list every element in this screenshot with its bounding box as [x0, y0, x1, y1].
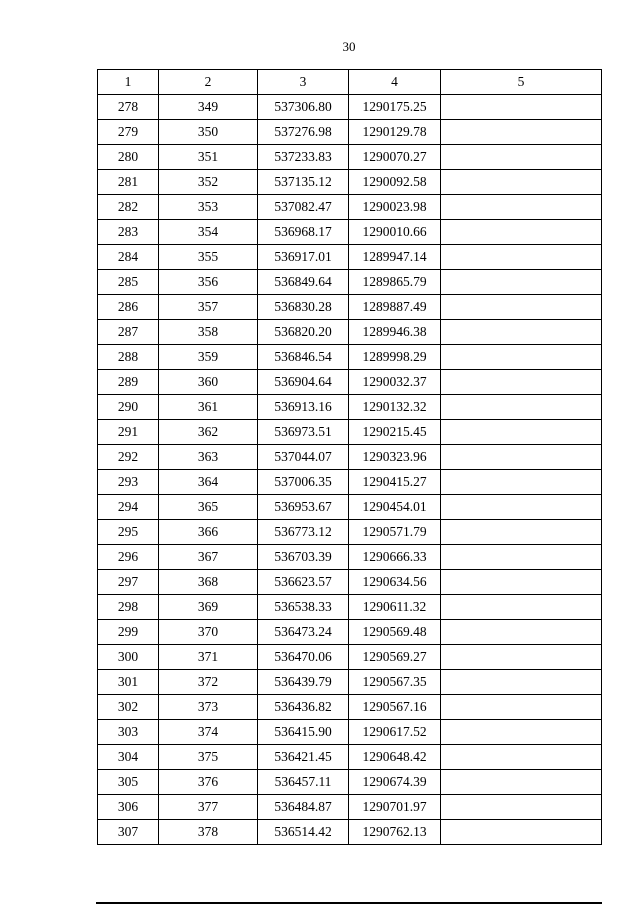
table-row	[98, 745, 602, 770]
table-cell-col-3: 537006.35	[258, 470, 349, 495]
table-cell-col-1: 295	[98, 520, 159, 545]
table-cell-col-2: 367	[159, 545, 258, 570]
table-cell-col-1: 282	[98, 195, 159, 220]
table-cell-col-1: 289	[98, 370, 159, 395]
table-cell-col-3: 536457.11	[258, 770, 349, 795]
table-cell-col-4: 1290454.01	[349, 495, 441, 520]
table-cell-col-1: 298	[98, 595, 159, 620]
table-cell-col-1: 293	[98, 470, 159, 495]
table-row	[98, 720, 602, 745]
table-cell-col-4: 1290070.27	[349, 145, 441, 170]
table-cell-col-3: 536623.57	[258, 570, 349, 595]
table-cell-col-4: 1289887.49	[349, 295, 441, 320]
table-row	[98, 295, 602, 320]
table-row	[98, 495, 602, 520]
table-cell-col-2: 375	[159, 745, 258, 770]
table-cell-col-4: 1290567.35	[349, 670, 441, 695]
table-cell-col-2: 359	[159, 345, 258, 370]
header-col-5: 5	[441, 70, 602, 95]
table-cell-col-5	[441, 670, 602, 695]
table-cell-col-4: 1290567.16	[349, 695, 441, 720]
table-cell-col-3: 536917.01	[258, 245, 349, 270]
table-cell-col-5	[441, 795, 602, 820]
header-row	[98, 70, 602, 95]
table-cell-col-1: 297	[98, 570, 159, 595]
table-row	[98, 470, 602, 495]
table-cell-col-1: 279	[98, 120, 159, 145]
table-cell-col-5	[441, 145, 602, 170]
table-cell-col-5	[441, 270, 602, 295]
table-cell-col-1: 287	[98, 320, 159, 345]
table-row	[98, 245, 602, 270]
table-cell-col-4: 1289947.14	[349, 245, 441, 270]
table-cell-col-4: 1290215.45	[349, 420, 441, 445]
table-cell-col-4: 1290569.27	[349, 645, 441, 670]
table-cell-col-1: 306	[98, 795, 159, 820]
table-cell-col-2: 354	[159, 220, 258, 245]
table-cell-col-3: 537135.12	[258, 170, 349, 195]
header-col-2: 2	[159, 70, 258, 95]
table-cell-col-5	[441, 195, 602, 220]
table-cell-col-1: 284	[98, 245, 159, 270]
table-cell-col-4: 1290010.66	[349, 220, 441, 245]
table-row	[98, 645, 602, 670]
table-cell-col-3: 537044.07	[258, 445, 349, 470]
table-cell-col-5	[441, 720, 602, 745]
table-cell-col-5	[441, 295, 602, 320]
table-cell-col-4: 1290023.98	[349, 195, 441, 220]
table-cell-col-1: 301	[98, 670, 159, 695]
table-cell-col-1: 285	[98, 270, 159, 295]
table-cell-col-4: 1290762.13	[349, 820, 441, 845]
table-cell-col-5	[441, 370, 602, 395]
table-cell-col-1: 291	[98, 420, 159, 445]
table-cell-col-4: 1289865.79	[349, 270, 441, 295]
table-cell-col-5	[441, 120, 602, 145]
table-header	[98, 70, 602, 95]
table-cell-col-3: 536913.16	[258, 395, 349, 420]
table-cell-col-2: 365	[159, 495, 258, 520]
table-cell-col-3: 537082.47	[258, 195, 349, 220]
table-row	[98, 570, 602, 595]
table-row	[98, 520, 602, 545]
table-cell-col-5	[441, 320, 602, 345]
table-cell-col-3: 536470.06	[258, 645, 349, 670]
table-cell-col-5	[441, 695, 602, 720]
table-body	[98, 95, 602, 845]
table-row	[98, 595, 602, 620]
table-cell-col-3: 536436.82	[258, 695, 349, 720]
table-cell-col-2: 360	[159, 370, 258, 395]
table-row	[98, 220, 602, 245]
table-cell-col-5	[441, 495, 602, 520]
table-row	[98, 270, 602, 295]
table-cell-col-2: 352	[159, 170, 258, 195]
table-cell-col-1: 292	[98, 445, 159, 470]
table-cell-col-3: 537276.98	[258, 120, 349, 145]
table-cell-col-3: 537306.80	[258, 95, 349, 120]
table-cell-col-1: 278	[98, 95, 159, 120]
table-cell-col-1: 283	[98, 220, 159, 245]
table-cell-col-5	[441, 245, 602, 270]
table-cell-col-3: 536473.24	[258, 620, 349, 645]
table-cell-col-2: 363	[159, 445, 258, 470]
footer-divider	[96, 902, 602, 904]
table-cell-col-2: 378	[159, 820, 258, 845]
table-cell-col-1: 288	[98, 345, 159, 370]
table-cell-col-1: 300	[98, 645, 159, 670]
table-cell-col-4: 1290129.78	[349, 120, 441, 145]
table-cell-col-4: 1290666.33	[349, 545, 441, 570]
table-cell-col-3: 536439.79	[258, 670, 349, 695]
table-cell-col-4: 1290175.25	[349, 95, 441, 120]
table-row	[98, 370, 602, 395]
table-row	[98, 345, 602, 370]
coordinates-table	[97, 69, 602, 845]
table-cell-col-2: 350	[159, 120, 258, 145]
table-row	[98, 120, 602, 145]
table-cell-col-4: 1290323.96	[349, 445, 441, 470]
table-cell-col-5	[441, 420, 602, 445]
table-cell-col-5	[441, 820, 602, 845]
table-row	[98, 545, 602, 570]
table-cell-col-2: 377	[159, 795, 258, 820]
table-cell-col-2: 366	[159, 520, 258, 545]
table-cell-col-2: 376	[159, 770, 258, 795]
table-cell-col-3: 536849.64	[258, 270, 349, 295]
table-row	[98, 820, 602, 845]
table-cell-col-3: 536415.90	[258, 720, 349, 745]
table-cell-col-5	[441, 595, 602, 620]
header-col-4: 4	[349, 70, 441, 95]
table-cell-col-2: 373	[159, 695, 258, 720]
table-cell-col-4: 1290092.58	[349, 170, 441, 195]
table-cell-col-2: 369	[159, 595, 258, 620]
table-cell-col-4: 1290569.48	[349, 620, 441, 645]
table-cell-col-4: 1290634.56	[349, 570, 441, 595]
table-cell-col-5	[441, 520, 602, 545]
table-cell-col-4: 1290032.37	[349, 370, 441, 395]
table-cell-col-3: 536973.51	[258, 420, 349, 445]
table-cell-col-1: 307	[98, 820, 159, 845]
table-cell-col-3: 536514.42	[258, 820, 349, 845]
table-row	[98, 195, 602, 220]
table-cell-col-3: 536830.28	[258, 295, 349, 320]
table-cell-col-3: 536968.17	[258, 220, 349, 245]
table-cell-col-3: 536953.67	[258, 495, 349, 520]
table-cell-col-2: 355	[159, 245, 258, 270]
table-cell-col-4: 1290132.32	[349, 395, 441, 420]
table-cell-col-2: 349	[159, 95, 258, 120]
table-cell-col-4: 1290611.32	[349, 595, 441, 620]
table-cell-col-5	[441, 345, 602, 370]
table-cell-col-5	[441, 570, 602, 595]
table-cell-col-4: 1290701.97	[349, 795, 441, 820]
table-cell-col-5	[441, 95, 602, 120]
table-cell-col-1: 286	[98, 295, 159, 320]
table-cell-col-5	[441, 170, 602, 195]
table-row	[98, 395, 602, 420]
table-cell-col-1: 290	[98, 395, 159, 420]
table-cell-col-1: 302	[98, 695, 159, 720]
table-cell-col-2: 353	[159, 195, 258, 220]
table-cell-col-5	[441, 620, 602, 645]
table-cell-col-1: 303	[98, 720, 159, 745]
table-cell-col-5	[441, 445, 602, 470]
table-cell-col-5	[441, 645, 602, 670]
table-cell-col-3: 536421.45	[258, 745, 349, 770]
table-cell-col-2: 370	[159, 620, 258, 645]
table-cell-col-3: 536484.87	[258, 795, 349, 820]
table-row	[98, 170, 602, 195]
table-cell-col-4: 1290674.39	[349, 770, 441, 795]
table-row	[98, 695, 602, 720]
header-col-1: 1	[98, 70, 159, 95]
table-cell-col-2: 364	[159, 470, 258, 495]
table-cell-col-1: 299	[98, 620, 159, 645]
table-cell-col-5	[441, 220, 602, 245]
table-cell-col-1: 281	[98, 170, 159, 195]
table-cell-col-3: 536538.33	[258, 595, 349, 620]
table-cell-col-2: 371	[159, 645, 258, 670]
table-cell-col-2: 361	[159, 395, 258, 420]
table-cell-col-3: 536846.54	[258, 345, 349, 370]
table-cell-col-3: 536773.12	[258, 520, 349, 545]
table-cell-col-3: 537233.83	[258, 145, 349, 170]
table-cell-col-4: 1289998.29	[349, 345, 441, 370]
table-cell-col-1: 304	[98, 745, 159, 770]
table-cell-col-1: 294	[98, 495, 159, 520]
table-row	[98, 445, 602, 470]
header-col-3: 3	[258, 70, 349, 95]
table-cell-col-3: 536904.64	[258, 370, 349, 395]
table-cell-col-4: 1290571.79	[349, 520, 441, 545]
table-cell-col-2: 368	[159, 570, 258, 595]
table-cell-col-2: 362	[159, 420, 258, 445]
table-row	[98, 670, 602, 695]
table-row	[98, 420, 602, 445]
table-cell-col-2: 357	[159, 295, 258, 320]
table-cell-col-5	[441, 395, 602, 420]
table-row	[98, 620, 602, 645]
table-cell-col-1: 280	[98, 145, 159, 170]
table-cell-col-1: 296	[98, 545, 159, 570]
page-number: 30	[342, 39, 356, 54]
table-cell-col-4: 1290648.42	[349, 745, 441, 770]
table-cell-col-1: 305	[98, 770, 159, 795]
table-row	[98, 770, 602, 795]
table-row	[98, 320, 602, 345]
table-cell-col-5	[441, 545, 602, 570]
table-cell-col-5	[441, 470, 602, 495]
table-cell-col-2: 351	[159, 145, 258, 170]
table-cell-col-5	[441, 745, 602, 770]
table-cell-col-2: 372	[159, 670, 258, 695]
table-row	[98, 95, 602, 120]
table-cell-col-3: 536703.39	[258, 545, 349, 570]
table-cell-col-4: 1290617.52	[349, 720, 441, 745]
table-cell-col-4: 1290415.27	[349, 470, 441, 495]
table-row	[98, 795, 602, 820]
table-row	[98, 145, 602, 170]
table-cell-col-5	[441, 770, 602, 795]
table-cell-col-3: 536820.20	[258, 320, 349, 345]
table-cell-col-4: 1289946.38	[349, 320, 441, 345]
table-cell-col-2: 374	[159, 720, 258, 745]
table-cell-col-2: 356	[159, 270, 258, 295]
table-cell-col-2: 358	[159, 320, 258, 345]
